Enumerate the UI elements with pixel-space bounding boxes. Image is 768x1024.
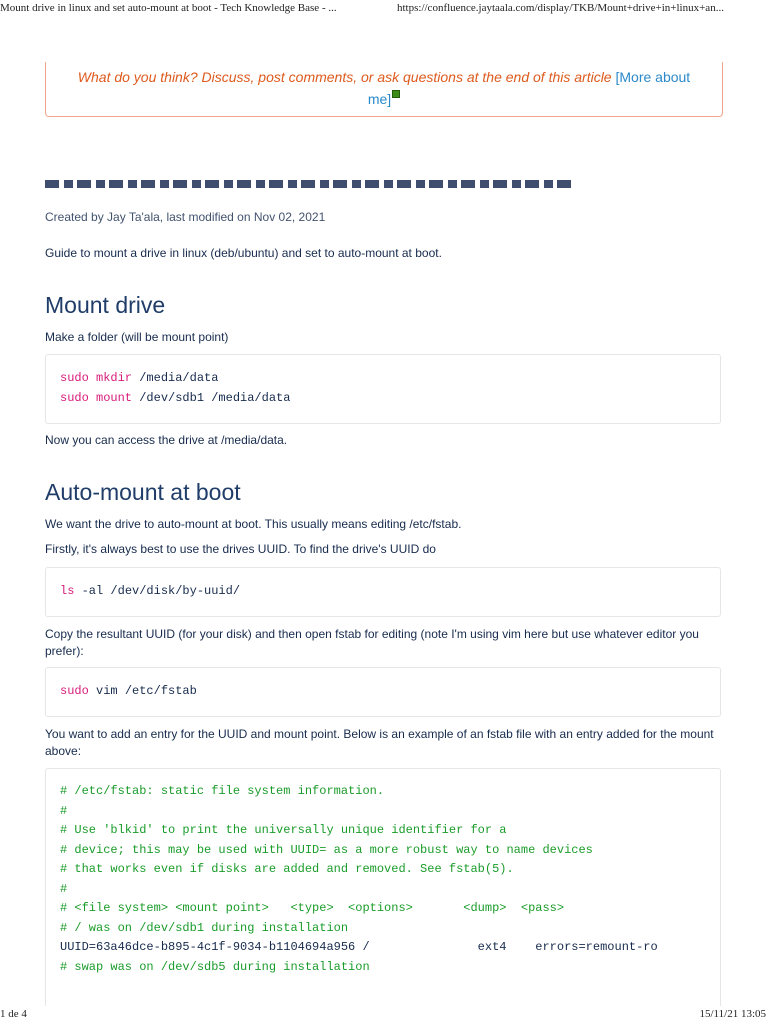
fstab-line: # Use 'blkid' to print the universally unique identifier for a <box>60 823 507 837</box>
automount-text-2: Firstly, it's always best to use the drives UUID. To find the drive's UUID do <box>45 542 436 556</box>
print-header-url: https://confluence.jaytaala.com/display/TKB/Mount+drive+in+linux+an... <box>397 2 724 14</box>
print-footer-page: 1 de 4 <box>0 1008 27 1020</box>
callout-text: What do you think? Discuss, post comments, or ask questions at the end of this article <box>77 69 612 85</box>
print-footer <box>0 1006 768 1024</box>
more-about-me-link[interactable]: [More about me] <box>367 69 691 107</box>
page-content <box>45 0 723 1006</box>
fstab-line: # / was on /dev/sdb1 during installation <box>60 920 349 935</box>
mount-text-2: Now you can access the drive at /media/data. <box>45 433 288 447</box>
code-block-fstab[interactable] <box>45 768 721 1006</box>
fstab-line: # <file system> <mount point> <type> <options> <dump> <pass> <box>60 901 565 915</box>
fstab-line: # device; this may be used with UUID= as a more robust way to name devices <box>60 842 593 857</box>
fstab-line: # <box>60 803 68 818</box>
print-header-title: Mount drive in linux and set auto-mount at boot - Tech Knowledge Base - ... <box>0 2 337 14</box>
info-callout <box>45 62 723 117</box>
code-line: sudo mount /dev/sdb1 /media/data <box>60 390 291 405</box>
heading-mount-drive: Mount drive <box>45 292 166 318</box>
code-block-mount[interactable] <box>45 354 721 424</box>
external-link-icon <box>392 90 400 98</box>
code-block-vim[interactable] <box>45 667 721 717</box>
intro-text: Guide to mount a drive in linux (deb/ubuntu) and set to auto-mount at boot. <box>45 246 442 260</box>
fstab-line: UUID=63a46dce-b895-4c1f-9034-b1104694a956 / ext4 errors=remount-ro <box>60 940 658 954</box>
code-line: sudo mkdir /media/data <box>60 371 219 385</box>
fstab-line: # <box>60 881 68 896</box>
print-footer-datetime: 15/11/21 13:05 <box>699 1008 766 1020</box>
heading-auto-mount: Auto-mount at boot <box>45 479 241 505</box>
fstab-line: # /etc/fstab: static file system information. <box>60 784 385 798</box>
page-byline: Created by Jay Ta'ala, last modified on Nov 02, 2021 <box>45 210 326 224</box>
automount-text-1: We want the drive to auto-mount at boot. This usually means editing /etc/fstab. <box>45 517 462 531</box>
page-title-cropped <box>45 180 575 188</box>
automount-text-3: Copy the resultant UUID (for your disk) and then open fstab for editing (note I'm using vim here but use whatever editor you prefer): <box>45 627 699 658</box>
code-block-ls[interactable] <box>45 567 721 617</box>
code-line: ls -al /dev/disk/by-uuid/ <box>60 584 241 598</box>
mount-text-1: Make a folder (will be mount point) <box>45 330 229 344</box>
fstab-line: # that works even if disks are added and removed. See fstab(5). <box>60 862 514 876</box>
fstab-line: # swap was on /dev/sdb5 during installation <box>60 959 370 974</box>
automount-text-4: You want to add an entry for the UUID and mount point. Below is an example of an fstab file with an entry added for the mount above: <box>45 727 714 758</box>
code-line: sudo vim /etc/fstab <box>60 684 197 698</box>
